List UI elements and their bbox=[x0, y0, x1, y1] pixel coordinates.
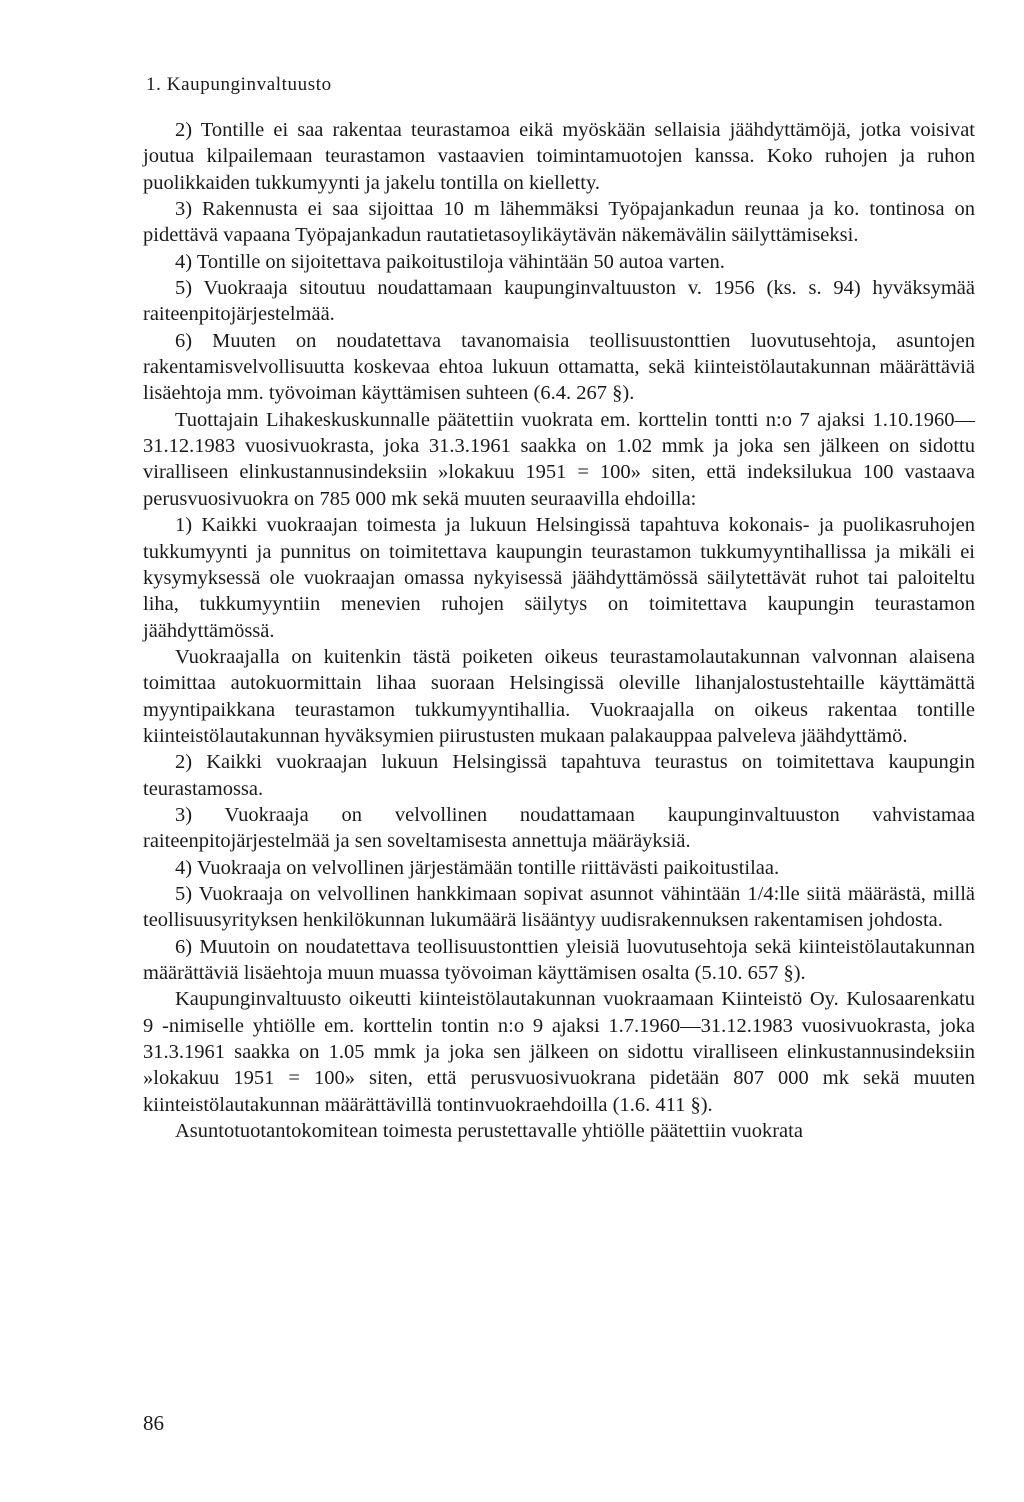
paragraph-asuntotuotantokomitea: Asuntotuotantokomitean toimesta perustettavalle yhtiölle päätettiin vuokrata bbox=[175, 1120, 803, 1143]
paragraph-6-terms: 6) Muutoin on noudatettava teollisuustonttien yleisiä luovutusehtoja sekä kiinteistölautakunnan määrättäviä lisäehtoja muun muassa työvoiman käyttämisen osalta (5.10. 657 §). bbox=[143, 935, 975, 984]
paragraph-5-housing: 5) Vuokraaja on velvollinen hankkimaan sopivat asunnot vähintään 1/4:lle siitä määrästä, millä teollisuusyrityksen henkilökunnan lukumäärä lisääntyy uudisrakennuksen rakentamisen johdosta. bbox=[143, 882, 975, 932]
paragraph-2-slaughterhouse-ban: 2) Tontille ei saa rakentaa teurastamoa eikä myöskään sellaisia jäähdyttämöjä, jotka voisivat joutua kilpailemaan teurastamon vastaavien toimintamuotojen kanssa. Koko ruhojen ja ruhon puolikkaiden tukkumyynti ja jakelu tontilla on kielletty. bbox=[143, 119, 975, 194]
paragraph-4-parking-space: 4) Vuokraaja on velvollinen järjestämään tontille riittävästi paikoitustilaa. bbox=[175, 856, 780, 879]
paragraph-lihakeskuskunta-lease: Tuottajain Lihakeskuskunnalle päätettiin vuokrata em. korttelin tontti n:o 7 ajaksi 1.10.1960—31.12.1983 vuosivuokrasta, joka 31.3.1961 saakka on 1.02 mmk ja joka sen jälkeen on sidottu viralliseen elinkustannusindeksiin »lokakuu 1951 = 100» siten, että indeksilukua 100 vastaava perusvuosivuokra on 785 000 mk sekä muuten seuraavilla ehdoilla: bbox=[143, 408, 975, 510]
paragraph-3-track-rules: 3) Vuokraaja on velvollinen noudattamaan kaupunginvaltuuston vahvistamaa raiteenpitojärjestelmää ja sen soveltamisesta annettuja määräyksiä. bbox=[143, 803, 975, 853]
body-text bbox=[143, 117, 975, 1144]
paragraph-5-track-system: 5) Vuokraaja sitoutuu noudattamaan kaupunginvaltuuston v. 1956 (ks. s. 94) hyväksymää raiteenpitojärjestelmää. bbox=[143, 277, 975, 326]
paragraph-3-building-distance: 3) Rakennusta ei saa sijoittaa 10 m lähemmäksi Työpajankadun reunaa ja ko. tontinosa on pidettävä vapaana Työpajankadun rautatietasoylikäytävän näkemävälin säilyttämiseksi. bbox=[143, 198, 975, 247]
paragraph-4-parking: 4) Tontille on sijoitettava paikoitustiloja vähintään 50 autoa varten. bbox=[175, 250, 725, 273]
paragraph-1-wholesale: 1) Kaikki vuokraajan toimesta ja lukuun Helsingissä tapahtuva kokonais- ja puolikasruhojen tukkumyynti ja punnitus on toimitettava kaupungin teurastamon tukkumyyntihallissa ja mikäli ei kysymyksessä ole vuokraajan omassa nykyisessä jäähdyttämössä säilytettävät ruhot tai paloiteltu liha, tukkumyyntiin menevien ruhojen säilytys on toimitettava kaupungin teurastamon jäähdyttämössä. bbox=[143, 514, 975, 642]
paragraph-2-slaughter: 2) Kaikki vuokraajan lukuun Helsingissä tapahtuva teurastus on toimitettava kaupungin teurastamossa. bbox=[143, 751, 975, 800]
paragraph-6-general-terms: 6) Muuten on noudatettava tavanomaisia teollisuustonttien luovutusehtoja, asuntojen rakentamisvelvollisuutta koskevaa ehtoa lukuun ottamatta, sekä kiinteistölautakunnan määrättäviä lisäehtoja mm. työvoiman käyttämisen suhteen (6.4. 267 §). bbox=[143, 329, 975, 405]
paragraph-kulosaarenkatu-lease: Kaupunginvaltuusto oikeutti kiinteistölautakunnan vuokraamaan Kiinteistö Oy. Kulosaarenkatu 9 -nimiselle yhtiölle em. korttelin tontin n:o 9 ajaksi 1.7.1960—31.12.1983 vuosivuokrasta, joka 31.3.1961 saakka on 1.05 mmk ja joka sen jälkeen on sidottu viralliseen elinkustannusindeksiin »lokakuu 1951 = 100» siten, että perusvuosivuokrana pidetään 807 000 mk sekä muuten kiinteistölautakunnan määrättävillä tontinvuokraehdoilla (1.6. 411 §). bbox=[143, 988, 975, 1116]
page-number: 86 bbox=[143, 1411, 164, 1435]
running-head: 1. Kaupunginvaltuusto bbox=[146, 74, 332, 95]
paragraph-exception: Vuokraajalla on kuitenkin tästä poiketen oikeus teurastamolautakunnan valvonnan alaisena toimittaa autokuormittain lihaa suoraan Helsingissä oleville lihanjalostustehtaille käyttämättä myyntipaikkana teurastamon tukkumyyntihallia. Vuokraajalla on oikeus rakentaa tontille kiinteistölautakunnan hyväksymien piirustusten mukaan palakauppaa palveleva jäähdyttämö. bbox=[143, 645, 975, 747]
